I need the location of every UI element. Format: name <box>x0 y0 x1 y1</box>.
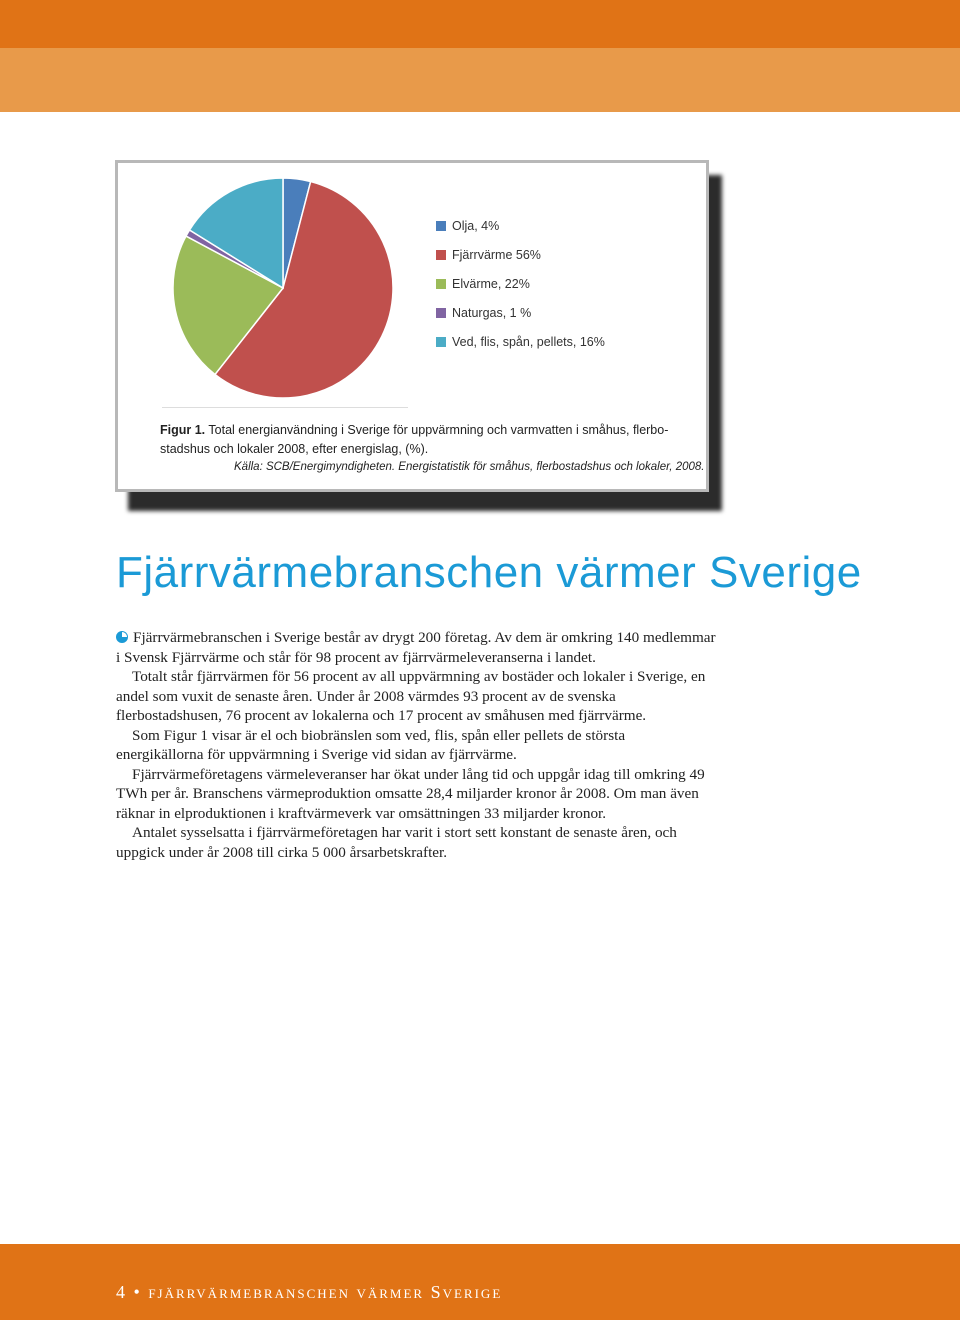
paragraph: Totalt står fjärrvärmen för 56 procent av all uppvärmning av bostäder och lokaler i Sverige, en andel som vuxit de senaste åren. Under år 2008 värmdes 93 procent av de svenska flerbostadshusen, 76 procent av lokalerna och 17 procent av småhusen med fjärrvärme. <box>116 668 706 724</box>
pie-chart <box>168 173 398 403</box>
paragraph: Antalet sysselsatta i fjärrvärmeföretagen har varit i stort sett konstant de senaste åren, och uppgick under år 2008 till cirka 5 000 årsarbetskrafter. <box>116 824 677 861</box>
legend-item <box>436 327 605 356</box>
caption-source: Källa: SCB/Energimyndigheten. Energistatistik för småhus, flerbostadshus och lokaler, 2008. <box>234 461 705 473</box>
paragraph <box>116 628 716 667</box>
figure-caption <box>160 421 670 459</box>
figure-box <box>115 160 709 492</box>
body-text <box>116 628 716 862</box>
legend-swatch <box>436 221 446 231</box>
legend-item <box>436 269 605 298</box>
legend-label: Ved, flis, spån, pellets, 16% <box>452 334 605 349</box>
pie-slices <box>173 178 393 398</box>
caption-text: Total energianvändning i Sverige för uppvärmning och varmvatten i småhus, flerbo- stadshus och lokaler 2008, efter energislag, (%). <box>160 423 669 456</box>
paragraph-text: Fjärrvärmebranschen i Sverige består av drygt 200 företag. Av dem är omkring 140 medlemmar i Svensk Fjärrvärme och står för 98 procent av fjärrvärmeleveranserna i landet. <box>116 629 716 666</box>
footer-title: fjärrvärmebranschen värmer Sverige <box>148 1282 503 1302</box>
figure-rule <box>162 407 408 408</box>
top-orange-band <box>0 0 960 48</box>
chart-legend <box>436 211 605 356</box>
legend-swatch <box>436 337 446 347</box>
page-heading: Fjärrvärmebranschen värmer Sverige <box>116 548 862 597</box>
page-footer <box>116 1282 502 1303</box>
legend-swatch <box>436 250 446 260</box>
top-light-orange-band <box>0 48 960 112</box>
legend-label: Naturgas, 1 % <box>452 305 532 320</box>
legend-item <box>436 240 605 269</box>
paragraph: Fjärrvärmeföretagens värmeleveranser har ökat under lång tid och uppgår idag till omkring 49 TWh per år. Branschens värmeproduktion omsatte 28,4 miljarder kronor år 2008. Om man även räknar in elproduktionen i kraftvärmeverk var omsättningen 33 miljarder kronor. <box>116 765 705 822</box>
caption-label: Figur 1. <box>160 423 206 437</box>
legend-label: Olja, 4% <box>452 218 500 233</box>
legend-swatch <box>436 308 446 318</box>
legend-label: Elvärme, 22% <box>452 276 530 291</box>
legend-swatch <box>436 279 446 289</box>
legend-item <box>436 211 605 240</box>
legend-item <box>436 298 605 327</box>
paragraph: Som Figur 1 visar är el och biobränslen som ved, flis, spån eller pellets de största energikällorna för uppvärmning i Sverige vid sidan av fjärrvärme. <box>116 726 626 763</box>
footer-separator: • <box>133 1282 142 1302</box>
legend-label: Fjärrvärme 56% <box>452 247 541 262</box>
page-number: 4 <box>116 1282 127 1302</box>
bullet-icon <box>116 631 128 643</box>
